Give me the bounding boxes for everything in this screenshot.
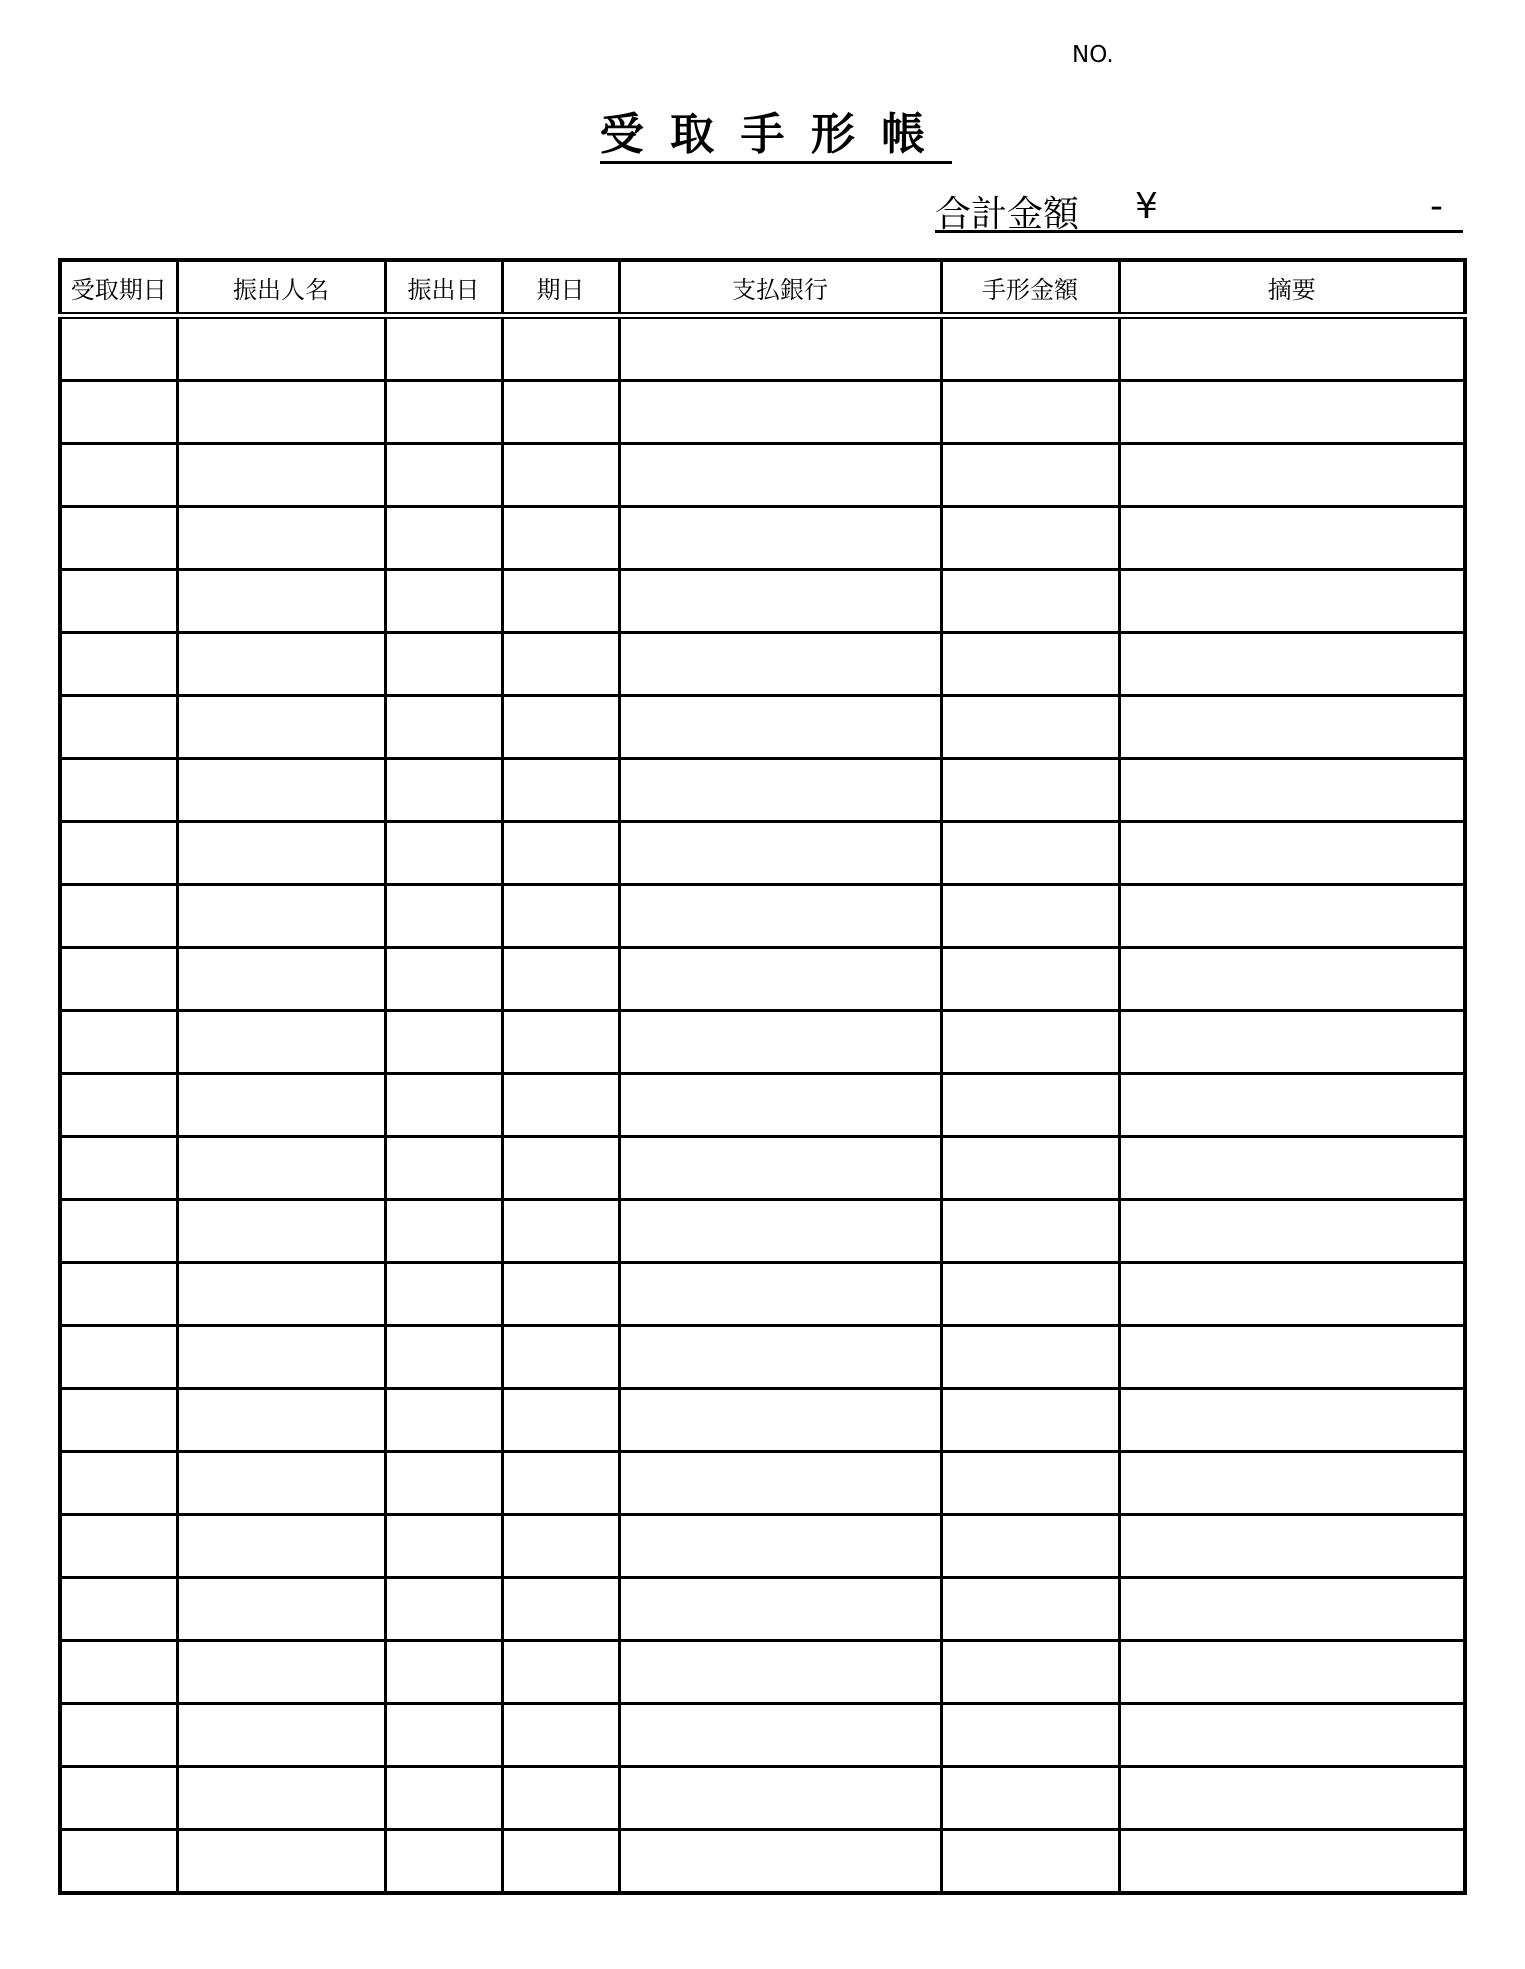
table-row — [60, 822, 1465, 885]
table-cell[interactable] — [941, 507, 1119, 570]
table-cell[interactable] — [941, 1641, 1119, 1704]
table-cell[interactable] — [941, 381, 1119, 444]
column-header-paying-bank: 支払銀行 — [619, 260, 941, 316]
table-cell[interactable] — [941, 316, 1119, 381]
table-cell[interactable] — [619, 1011, 941, 1074]
table-row — [60, 759, 1465, 822]
table-cell[interactable] — [60, 948, 177, 1011]
table-cell[interactable] — [941, 1011, 1119, 1074]
table-cell[interactable] — [619, 316, 941, 381]
table-row — [60, 1515, 1465, 1578]
table-cell[interactable] — [1119, 1326, 1465, 1389]
table-cell[interactable] — [502, 444, 619, 507]
table-cell[interactable] — [177, 885, 385, 948]
table-cell[interactable] — [177, 822, 385, 885]
table-cell[interactable] — [60, 381, 177, 444]
table-cell[interactable] — [502, 759, 619, 822]
table-cell[interactable] — [60, 507, 177, 570]
table-cell[interactable] — [177, 1452, 385, 1515]
table-cell[interactable] — [502, 1452, 619, 1515]
table-cell[interactable] — [177, 507, 385, 570]
table-cell[interactable] — [385, 1704, 502, 1767]
table-cell[interactable] — [1119, 1074, 1465, 1137]
table-cell[interactable] — [60, 696, 177, 759]
table-cell[interactable] — [1119, 822, 1465, 885]
table-cell[interactable] — [502, 1704, 619, 1767]
table-cell[interactable] — [385, 1137, 502, 1200]
table-cell[interactable] — [385, 1452, 502, 1515]
currency-symbol: ¥ — [1135, 186, 1158, 227]
table-cell[interactable] — [619, 633, 941, 696]
table-cell[interactable] — [1119, 1263, 1465, 1326]
table-cell[interactable] — [941, 1074, 1119, 1137]
table-cell[interactable] — [385, 507, 502, 570]
table-cell[interactable] — [60, 1515, 177, 1578]
table-cell[interactable] — [385, 1641, 502, 1704]
table-cell[interactable] — [385, 570, 502, 633]
table-cell[interactable] — [502, 1389, 619, 1452]
table-cell[interactable] — [60, 1326, 177, 1389]
table-cell[interactable] — [1119, 1011, 1465, 1074]
table-cell[interactable] — [941, 444, 1119, 507]
table-cell[interactable] — [502, 381, 619, 444]
table-cell[interactable] — [619, 444, 941, 507]
table-cell[interactable] — [619, 1452, 941, 1515]
table-cell[interactable] — [941, 1515, 1119, 1578]
table-cell[interactable] — [177, 1830, 385, 1894]
table-cell[interactable] — [1119, 948, 1465, 1011]
table-cell[interactable] — [941, 822, 1119, 885]
table-cell[interactable] — [502, 1830, 619, 1894]
table-cell[interactable] — [619, 1641, 941, 1704]
table-cell[interactable] — [177, 1326, 385, 1389]
table-cell[interactable] — [385, 885, 502, 948]
table-cell[interactable] — [1119, 316, 1465, 381]
table-cell[interactable] — [502, 696, 619, 759]
table-cell[interactable] — [941, 1389, 1119, 1452]
table-cell[interactable] — [177, 948, 385, 1011]
table-cell[interactable] — [60, 316, 177, 381]
table-cell[interactable] — [1119, 1767, 1465, 1830]
table-cell[interactable] — [177, 633, 385, 696]
table-cell[interactable] — [619, 1263, 941, 1326]
table-row — [60, 1200, 1465, 1263]
table-cell[interactable] — [385, 1830, 502, 1894]
table-row — [60, 633, 1465, 696]
table-cell[interactable] — [619, 1704, 941, 1767]
table-cell[interactable] — [502, 633, 619, 696]
table-cell[interactable] — [941, 1137, 1119, 1200]
table-cell[interactable] — [502, 1137, 619, 1200]
table-cell[interactable] — [177, 1263, 385, 1326]
table-cell[interactable] — [385, 1389, 502, 1452]
table-cell[interactable] — [941, 1200, 1119, 1263]
table-cell[interactable] — [619, 948, 941, 1011]
table-cell[interactable] — [385, 316, 502, 381]
table-cell[interactable] — [385, 1074, 502, 1137]
table-cell[interactable] — [941, 885, 1119, 948]
table-cell[interactable] — [502, 948, 619, 1011]
table-cell[interactable] — [385, 822, 502, 885]
table-row — [60, 1767, 1465, 1830]
table-cell[interactable] — [941, 1578, 1119, 1641]
table-cell[interactable] — [177, 1074, 385, 1137]
table-cell[interactable] — [941, 1326, 1119, 1389]
table-cell[interactable] — [1119, 1704, 1465, 1767]
table-cell[interactable] — [385, 759, 502, 822]
table-cell[interactable] — [502, 1515, 619, 1578]
table-row — [60, 1074, 1465, 1137]
table-row — [60, 948, 1465, 1011]
table-cell[interactable] — [385, 444, 502, 507]
table-row — [60, 1641, 1465, 1704]
table-cell[interactable] — [385, 633, 502, 696]
table-cell[interactable] — [619, 1389, 941, 1452]
table-cell[interactable] — [177, 1767, 385, 1830]
table-header-row — [60, 260, 1465, 316]
table-cell[interactable] — [502, 1074, 619, 1137]
table-cell[interactable] — [60, 759, 177, 822]
table-cell[interactable] — [941, 633, 1119, 696]
table-cell[interactable] — [177, 1200, 385, 1263]
table-cell[interactable] — [385, 1578, 502, 1641]
table-row — [60, 696, 1465, 759]
table-cell[interactable] — [502, 885, 619, 948]
table-cell[interactable] — [502, 1011, 619, 1074]
table-cell[interactable] — [941, 1452, 1119, 1515]
table-cell[interactable] — [941, 1704, 1119, 1767]
table-cell[interactable] — [60, 1011, 177, 1074]
total-amount-line — [935, 186, 1463, 233]
table-cell[interactable] — [619, 1074, 941, 1137]
table-cell[interactable] — [619, 381, 941, 444]
table-cell[interactable] — [60, 822, 177, 885]
table-cell[interactable] — [60, 1641, 177, 1704]
table-cell[interactable] — [941, 1767, 1119, 1830]
table-row — [60, 1452, 1465, 1515]
table-cell[interactable] — [60, 1452, 177, 1515]
table-cell[interactable] — [177, 444, 385, 507]
table-cell[interactable] — [941, 948, 1119, 1011]
table-cell[interactable] — [177, 1011, 385, 1074]
table-row — [60, 1137, 1465, 1200]
table-cell[interactable] — [1119, 1137, 1465, 1200]
table-cell[interactable] — [1119, 1389, 1465, 1452]
page-title — [0, 98, 1525, 162]
table-cell[interactable] — [619, 1200, 941, 1263]
table-row — [60, 1263, 1465, 1326]
table-cell[interactable] — [385, 1263, 502, 1326]
table-cell[interactable] — [385, 381, 502, 444]
table-cell[interactable] — [177, 570, 385, 633]
column-header-receipt-due-date: 受取期日 — [60, 260, 177, 316]
total-amount-label: 合計金額 — [935, 194, 1080, 235]
table-cell[interactable] — [60, 885, 177, 948]
table-cell[interactable] — [502, 822, 619, 885]
table-cell[interactable] — [385, 1515, 502, 1578]
column-header-drawer-name: 振出人名 — [177, 260, 385, 316]
table-row — [60, 1326, 1465, 1389]
table-cell[interactable] — [502, 1641, 619, 1704]
table-cell[interactable] — [502, 1578, 619, 1641]
table-cell[interactable] — [1119, 1578, 1465, 1641]
table-cell[interactable] — [60, 1830, 177, 1894]
notes-receivable-table — [58, 258, 1467, 1895]
table-cell[interactable] — [502, 507, 619, 570]
table-cell[interactable] — [1119, 1830, 1465, 1894]
table-cell[interactable] — [1119, 759, 1465, 822]
total-amount-value: - — [1430, 186, 1443, 227]
table-cell[interactable] — [619, 570, 941, 633]
table-row — [60, 1011, 1465, 1074]
table-cell[interactable] — [177, 1389, 385, 1452]
table-cell[interactable] — [619, 1326, 941, 1389]
table-row — [60, 1578, 1465, 1641]
table-cell[interactable] — [60, 1389, 177, 1452]
table-cell[interactable] — [385, 1011, 502, 1074]
table-cell[interactable] — [385, 948, 502, 1011]
table-cell[interactable] — [60, 444, 177, 507]
table-cell[interactable] — [502, 1200, 619, 1263]
table-cell[interactable] — [502, 316, 619, 381]
table-row — [60, 507, 1465, 570]
table-cell[interactable] — [60, 1767, 177, 1830]
column-header-due-date: 期日 — [502, 260, 619, 316]
table-row — [60, 885, 1465, 948]
table-cell[interactable] — [941, 1263, 1119, 1326]
table-cell[interactable] — [60, 1704, 177, 1767]
table-cell[interactable] — [502, 1767, 619, 1830]
table-cell[interactable] — [1119, 570, 1465, 633]
table-cell[interactable] — [502, 1263, 619, 1326]
table-cell[interactable] — [1119, 507, 1465, 570]
table-cell[interactable] — [177, 696, 385, 759]
table-cell[interactable] — [177, 316, 385, 381]
table-cell[interactable] — [1119, 1200, 1465, 1263]
table-cell[interactable] — [177, 1137, 385, 1200]
table-cell[interactable] — [619, 1515, 941, 1578]
column-header-note-amount: 手形金額 — [941, 260, 1119, 316]
number-label: NO. — [1072, 42, 1114, 68]
table-cell[interactable] — [619, 1137, 941, 1200]
table-cell[interactable] — [177, 1578, 385, 1641]
table-cell[interactable] — [177, 1641, 385, 1704]
table-cell[interactable] — [385, 1200, 502, 1263]
table-cell[interactable] — [60, 1200, 177, 1263]
table-cell[interactable] — [1119, 885, 1465, 948]
table-cell[interactable] — [1119, 444, 1465, 507]
table-cell[interactable] — [60, 1074, 177, 1137]
table-row — [60, 1704, 1465, 1767]
table-cell[interactable] — [941, 1830, 1119, 1894]
table-cell[interactable] — [619, 507, 941, 570]
table-cell[interactable] — [619, 885, 941, 948]
table-cell[interactable] — [619, 1578, 941, 1641]
table-row — [60, 570, 1465, 633]
column-header-remarks: 摘要 — [1119, 260, 1465, 316]
table-cell[interactable] — [177, 759, 385, 822]
table-cell[interactable] — [619, 1767, 941, 1830]
table-cell[interactable] — [385, 1767, 502, 1830]
table-row — [60, 1830, 1465, 1894]
table-cell[interactable] — [502, 570, 619, 633]
table-cell[interactable] — [1119, 696, 1465, 759]
table-cell[interactable] — [1119, 381, 1465, 444]
table-row — [60, 316, 1465, 381]
table-cell[interactable] — [60, 1578, 177, 1641]
table-cell[interactable] — [1119, 1515, 1465, 1578]
table-cell[interactable] — [1119, 1452, 1465, 1515]
title-text: 受取手形帳 — [600, 109, 952, 164]
table-cell[interactable] — [177, 381, 385, 444]
table-cell[interactable] — [1119, 633, 1465, 696]
table-cell[interactable] — [502, 1326, 619, 1389]
table-cell[interactable] — [1119, 1641, 1465, 1704]
table-cell[interactable] — [619, 696, 941, 759]
table-cell[interactable] — [60, 1137, 177, 1200]
table-cell[interactable] — [177, 1704, 385, 1767]
table-row — [60, 381, 1465, 444]
table-cell[interactable] — [385, 1326, 502, 1389]
table-cell[interactable] — [619, 759, 941, 822]
table-cell[interactable] — [941, 759, 1119, 822]
table-cell[interactable] — [60, 570, 177, 633]
table-cell[interactable] — [60, 1263, 177, 1326]
table-body — [60, 316, 1465, 1894]
table-cell[interactable] — [619, 1830, 941, 1894]
table-cell[interactable] — [177, 1515, 385, 1578]
table-cell[interactable] — [941, 696, 1119, 759]
table-cell[interactable] — [941, 570, 1119, 633]
column-header-issue-date: 振出日 — [385, 260, 502, 316]
table-cell[interactable] — [385, 696, 502, 759]
table-cell[interactable] — [60, 633, 177, 696]
table-row — [60, 1389, 1465, 1452]
table-cell[interactable] — [619, 822, 941, 885]
table-row — [60, 444, 1465, 507]
